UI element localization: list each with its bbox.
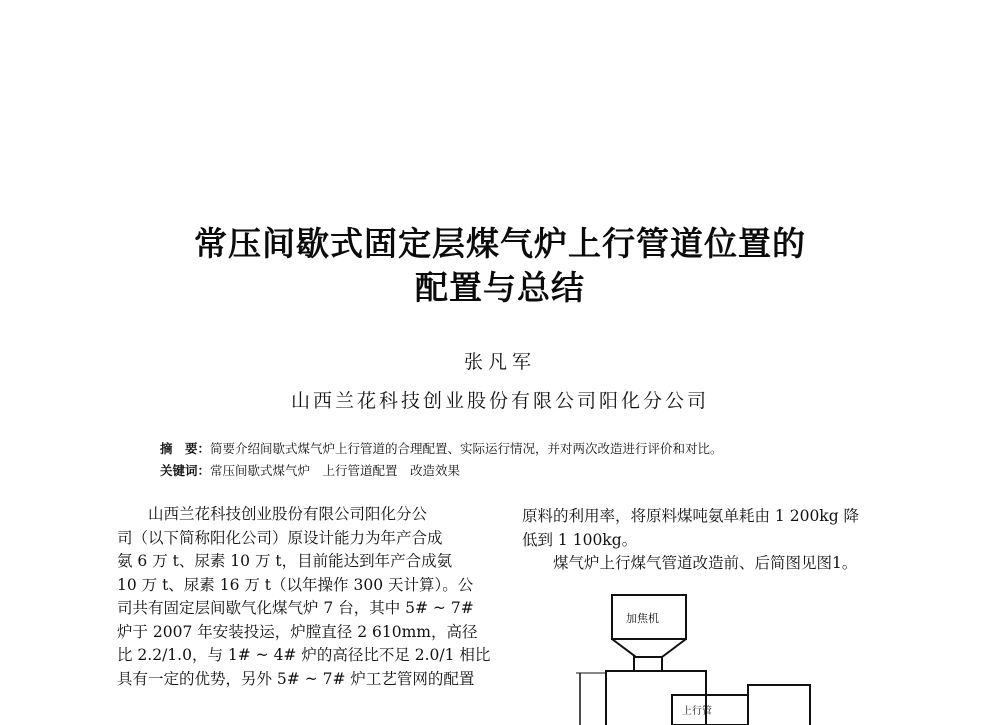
- body-line: 司共有固定层间歇气化煤气炉 7 台，其中 5# ~ 7#: [117, 599, 474, 617]
- right-vessel: [748, 685, 810, 725]
- figure-1-diagram: [560, 585, 860, 725]
- paper-title-line-2: 配置与总结: [415, 268, 585, 307]
- body-line: 山西兰花科技创业股份有限公司阳化分公: [148, 505, 428, 523]
- body-left-column: [117, 503, 489, 691]
- figure-label-upward-pipe: 上行管: [682, 706, 712, 717]
- body-right-column: [522, 505, 892, 576]
- body-line: 10 万 t、尿素 16 万 t（以年操作 300 天计算）。公: [117, 575, 474, 594]
- feeder-neck: [634, 657, 662, 671]
- keywords: [160, 461, 460, 479]
- abstract-label: 摘 要：: [160, 441, 211, 456]
- abstract-text: 简要介绍间歇式煤气炉上行管道的合理配置、实际运行情况，并对两次改造进行评价和对比。: [210, 441, 723, 456]
- body-line: 司（以下简称阳化公司）原设计能力为年产合成: [117, 528, 443, 547]
- body-line: 炉于 2007 年安装投运，炉膛直径 2 610mm，高径: [117, 622, 478, 641]
- keywords-text: 常压间歇式煤气炉 上行管道配置 改造效果: [210, 463, 461, 478]
- body-line: 原料的利用率，将原料煤吨氨单耗由 1 200kg 降: [522, 507, 860, 525]
- author-affiliation: 山西兰花科技创业股份有限公司阳化分公司: [290, 390, 709, 412]
- body-line: 具有一定的优势，另外 5# ~ 7# 炉工艺管网的配置: [117, 669, 475, 688]
- abstract: [160, 439, 723, 457]
- author-name: 张凡军: [463, 351, 536, 373]
- paper-title-line-1: 常压间歇式固定层煤气炉上行管道位置的: [194, 224, 806, 263]
- body-line: 氨 6 万 t、尿素 10 万 t，目前能达到年产合成氨: [117, 552, 453, 570]
- keywords-label: 关键词：: [160, 463, 211, 478]
- body-line: 比 2.2/1.0，与 1# ~ 4# 炉的高径比不足 2.0/1 相比: [117, 646, 491, 664]
- figure-label-coal-feeder: 加焦机: [626, 612, 659, 625]
- body-line: 煤气炉上行煤气管道改造前、后简图见图1。: [553, 554, 858, 572]
- body-line: 低到 1 100kg。: [522, 530, 638, 549]
- coal-feeder-funnel: [612, 639, 686, 657]
